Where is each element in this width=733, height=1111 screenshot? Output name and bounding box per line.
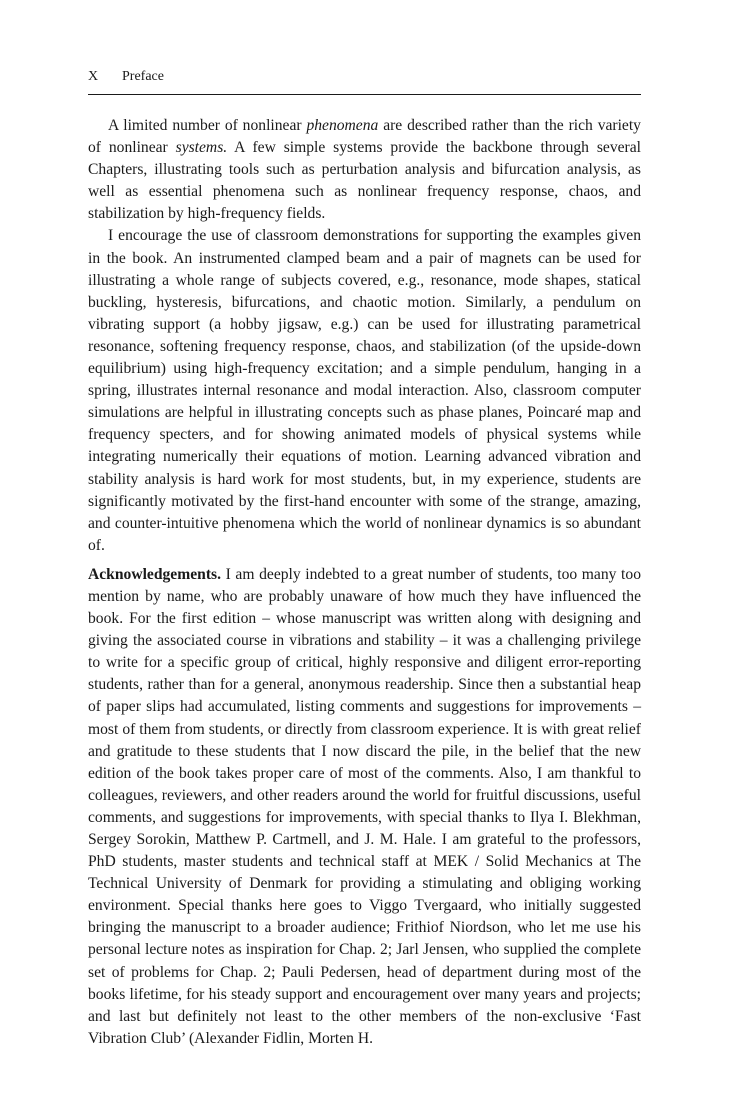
paragraph-text: A limited number of nonlinear (108, 117, 307, 134)
running-head (88, 68, 641, 86)
paragraph-demonstrations: I encourage the use of classroom demonstrations for supporting the examples given in the book. An instrumented clamped beam and a pair of magnets can be used for illustrating a whole range of subjects covered, e.g., resonance, mode shapes, statical buckling, hysteresis, bifurcations, and chaotic motion. Similarly, a pendulum on vibrating support (a hobby jigsaw, e.g.) can be used for illustrating parametrical resonance, softening frequency response, chaos, and stabilization (of the upside-down equilibrium) using high-frequency excitation; and a simple pendulum, hanging in a spring, illustrates internal resonance and modal interaction. Also, classroom computer simulations are helpful in illustrating concepts such as phase planes, Poincaré map and frequency specters, and for showing animated models of physical systems while integrating numerically their equations of motion. Learning advanced vibration and stability analysis is hard work for most students, but, in my experience, students are significantly motivated by the first-hand encounter with some of the strange, amazing, and counter-intuitive phenomena which the world of nonlinear dynamics is so abundant of. (88, 227, 641, 554)
section-title: Preface (122, 69, 164, 84)
paragraph-phenomena (88, 115, 641, 225)
paragraph-acknowledgements (88, 564, 641, 1050)
emphasis-phenomena: phenomena (306, 117, 379, 134)
acknowledgements-heading: Acknowledgements. (88, 565, 221, 583)
emphasis-systems: systems. (175, 139, 228, 157)
page-number: X (88, 69, 99, 84)
header-rule (88, 94, 641, 95)
body-text (88, 115, 641, 1050)
acknowledgements-text: I am deeply indebted to a great number of students, too many too mention by name, who are probably unaware of how much they have influenced the book. For the first edition – whose manuscript was written along with designing and giving the associated course in vibrations and stability – it was a challenging privilege to write for a specific group of critical, highly responsive and diligent error-reporting students, rather than for a general, anonymous readership. Since then a substantial heap of paper slips had accumulated, listing comments and suggestions for improvements – most of them from students, or directly from classroom experience. It is with great relief and gratitude to these students that I now discard the pile, in the belief that the new edition of the book takes proper care of most of the comments. Also, I am thankful to colleagues, reviewers, and other readers around the world for fruitful discussions, useful comments, and suggestions for improvements, with special thanks to Ilya I. Blekhman, Sergey Sorokin, Matthew P. Cartmell, and J. M. Hale. I am grateful to the professors, PhD students, master students and technical staff at MEK / Solid Mechanics at The Technical University of Denmark for providing a stimulating and obliging working environment. Special thanks here goes to Viggo Tvergaard, who initially suggested bringing the manuscript to a broader audience; Frithiof Niordson, who let me use his personal lecture notes as inspiration for Chap. 2; Jarl Jensen, who supplied the complete set of problems for Chap. 2; Pauli Pedersen, head of department during most of the books lifetime, for his steady support and encouragement over many years and projects; and last but definitely not least to the other members of the non-exclusive ‘Fast Vibration Club’ (Alexander Fidlin, Morten H. (88, 565, 641, 1047)
paragraph-text: A few simple systems provide the backbone through several Chapters, illustrating tools such as perturbation analysis and bifurcation analysis, as well as essential phenomena such as nonlinear frequency response, chaos, and stabilization by high-frequency fields. (88, 139, 641, 223)
paragraph-text: are described rather than the rich variety of nonlinear (88, 117, 641, 157)
